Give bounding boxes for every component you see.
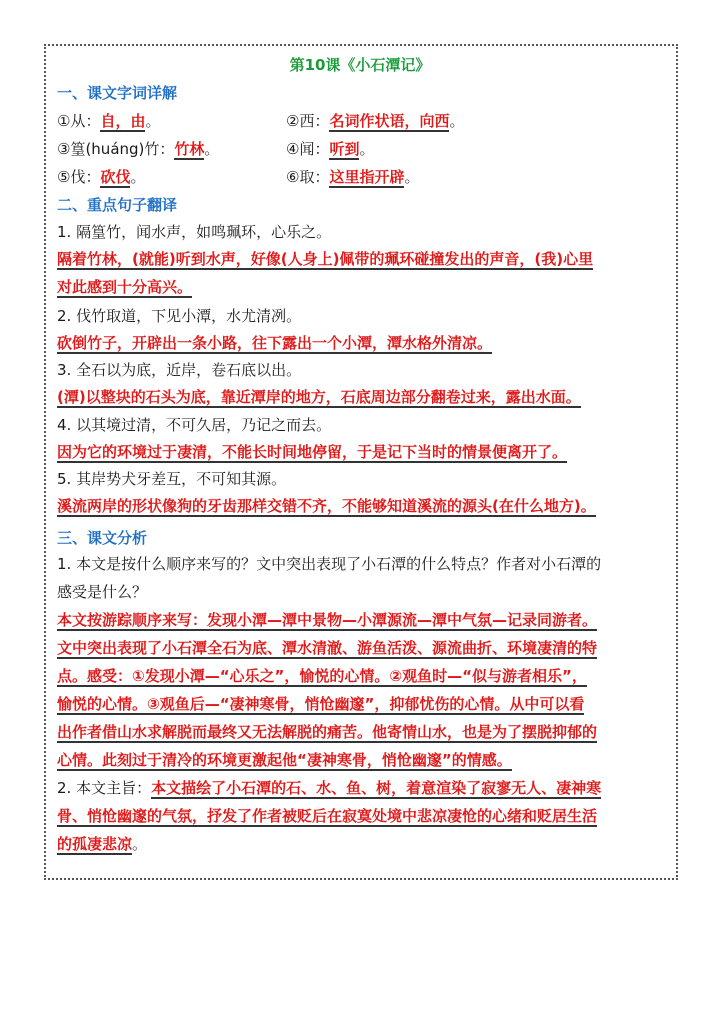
word-item: ④闻：听到。 xyxy=(286,140,375,158)
analysis-question: 感受是什么？ xyxy=(57,583,148,601)
theme-answer: 2. 本文主旨：本文描绘了小石潭的石、水、鱼、树，着意渲染了寂寥无人、凄神寒 骨、悄怆幽邃的气氛，抒发了作者被贬后在寂寞处境中悲凉凄怆的心绪和贬居生活 的孤凄悲凉。 xyxy=(57,779,602,853)
section-heading-analysis: 三、课文分析 xyxy=(57,529,148,547)
sentence-answer: 隔着竹林，(就能)听到水声，好像(人身上)佩带的珮环碰撞发出的声音，(我)心里 对此感到十分高兴。 xyxy=(57,250,594,296)
word-item: ⑤伐：砍伐。 xyxy=(57,168,146,186)
section-heading-vocabulary: 一、课文字词详解 xyxy=(57,84,178,102)
sentence-answer: 砍倒竹子，开辟出一条小路，往下露出一个小潭，潭水格外清凉。 xyxy=(57,334,493,352)
section-heading-translation: 二、重点句子翻译 xyxy=(57,196,178,214)
word-item: ②西：名词作状语，向西。 xyxy=(286,112,465,130)
analysis-question: 1. 本文是按什么顺序来写的？文中突出表现了小石潭的什么特点？作者对小石潭的 xyxy=(57,555,602,573)
sentence-answer: 溪流两岸的形状像狗的牙齿那样交错不齐，不能够知道溪流的源头(在什么地方)。 xyxy=(57,497,596,515)
sentence-question: 5. 其岸势犬牙差互，不可知其源。 xyxy=(57,470,287,488)
word-item: ⑥取：这里指开辟。 xyxy=(286,168,420,186)
sentence-question: 2. 伐竹取道，下见小潭，水尤清冽。 xyxy=(57,307,302,325)
sentence-question: 1. 隔篁竹，闻水声，如鸣珮环，心乐之。 xyxy=(57,223,332,241)
lesson-title: 第10课《小石潭记》 xyxy=(289,56,431,74)
sentence-answer: (潭)以整块的石头为底，靠近潭岸的地方，石底周边部分翻卷过来，露出水面。 xyxy=(57,388,581,406)
word-item: ①从：自，由。 xyxy=(57,112,161,130)
analysis-answer: 本文按游踪顺序来写：发现小潭—潭中景物—小潭源流—潭中气氛—记录同游者。 文中突出表现了小石潭全石为底、潭水清澈、游鱼活泼、源流曲折、环境凄清的特 点。感受：①发现小潭—“心乐之”，愉悦的心情。②观鱼时—“似与游者相乐”， 愉悦的心情。③观鱼后—“凄神寒骨，悄怆幽邃”，抑郁忧伤的心情。从中可以看 出作者借山水求解脱而最终又无法解脱的痛苦。他寄情山水，也是为了摆脱抑郁的 心情。此刻过于清冷的环境更激起他“凄神寒骨，悄怆幽邃”的情感。 xyxy=(57,611,598,769)
theme-label: 2. 本文主旨： xyxy=(57,779,152,797)
sentence-question: 4. 以其境过清，不可久居，乃记之而去。 xyxy=(57,416,332,434)
word-item: ③篁(huáng)竹：竹林。 xyxy=(57,140,220,158)
sentence-answer: 因为它的环境过于凄清，不能长时间地停留，于是记下当时的情景便离开了。 xyxy=(57,443,568,461)
sentence-question: 3. 全石以为底，近岸，卷石底以出。 xyxy=(57,361,302,379)
